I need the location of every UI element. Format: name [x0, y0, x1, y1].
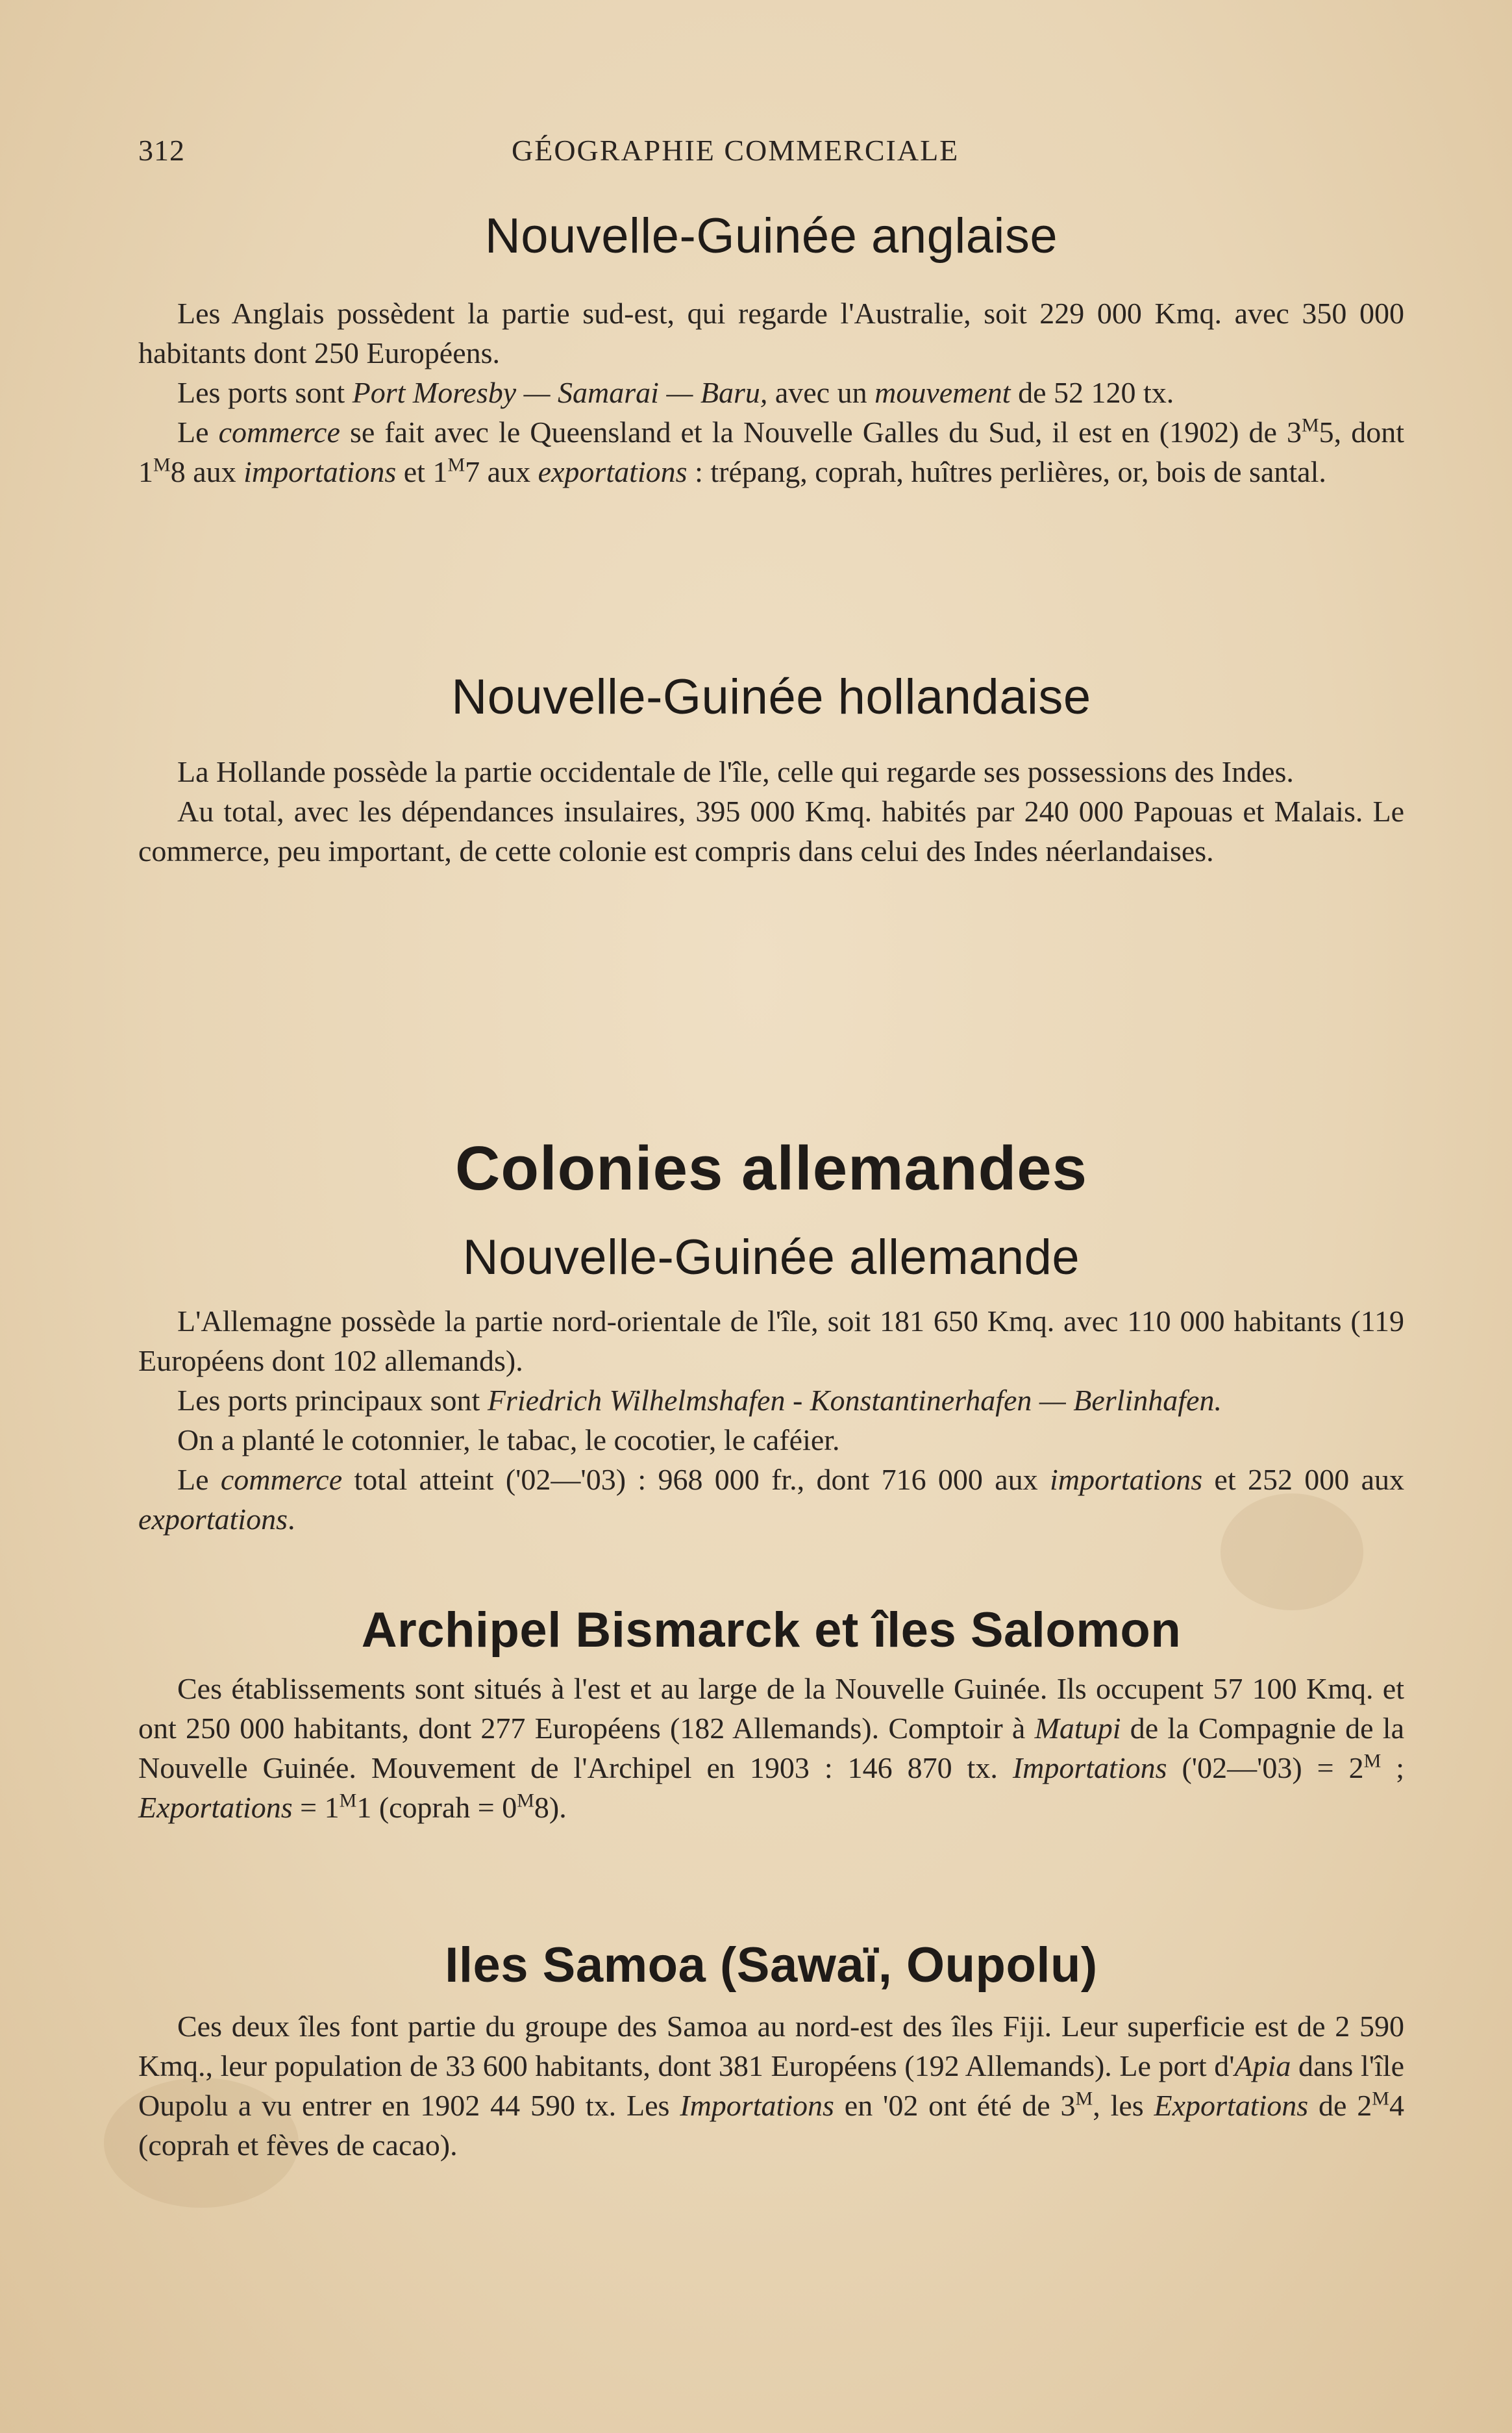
paragraph: L'Allemagne possède la partie nord-orientale de l'île, soit 181 650 Kmq. avec 110 000 habitants (119 Européens dont 102 allemands). [138, 1304, 1404, 1377]
section-allemande-body [138, 1301, 1404, 1539]
section-bismarck [138, 1602, 1404, 1658]
section-hollandaise [138, 669, 1404, 725]
paragraph: Au total, avec les dépendances insulaires, 395 000 Kmq. habités par 240 000 Papouas et Malais. Le commerce, peu important, de cette colonie est compris dans celui des Indes néerlandaises. [138, 795, 1404, 867]
paragraph: Les Anglais possèdent la partie sud-est, qui regarde l'Australie, soit 229 000 Kmq. avec 350 000 habitants dont 250 Européens. [138, 297, 1404, 369]
paragraph: Les ports principaux sont Friedrich Wilhelmshafen - Konstantinerhafen — Berlinhafen. [177, 1384, 1222, 1417]
running-title: GÉOGRAPHIE COMMERCIALE [512, 134, 960, 167]
paragraph: Les ports sont Port Moresby — Samarai — Baru, avec un mouvement de 52 120 tx. [177, 376, 1174, 409]
section-samoa [138, 1937, 1404, 1993]
section-title-allemande: Nouvelle-Guinée allemande [462, 1230, 1080, 1285]
running-header [138, 133, 1411, 172]
section-title-hollandaise: Nouvelle-Guinée hollandaise [451, 669, 1091, 725]
section-title-bismarck: Archipel Bismarck et îles Salomon [361, 1603, 1182, 1658]
paragraph: Le commerce total atteint ('02—'03) : 968 000 fr., dont 716 000 aux importations et 252 000 aux exportations. [138, 1463, 1404, 1536]
paragraph: Le commerce se fait avec le Queensland et la Nouvelle Galles du Sud, il est en (1902) de $3^M5$, dont $1^M8$ aux importations et $1^M7$ aux exportations : trépang, coprah, huîtres perlières, or, bois de santal. [138, 414, 1405, 488]
paragraph: Ces deux îles font partie du groupe des Samoa au nord-est des îles Fiji. Leur superficie est de 2 590 Kmq., leur population de 33 600 habitants, dont 381 Européens (192 Allemands). Le port d'Apia dans l'île Oupolu a vu entrer en 1902 44 590 tx. Les Importations en '02 ont été de $3^M$, les Exportations de $2^M4$ (coprah et fèves de cacao). [138, 2010, 1404, 2162]
section-samoa-body [138, 2006, 1404, 2165]
section-title-samoa: Iles Samoa (Sawaï, Oupolu) [445, 1938, 1098, 1993]
section-bismarck-body [138, 1669, 1404, 1827]
paragraph: Ces établissements sont situés à l'est et au large de la Nouvelle Guinée. Ils occupent 57 100 Kmq. et ont 250 000 habitants, dont 277 Européens (182 Allemands). Comptoir à Matupi de la Compagnie de la Nouvelle Guinée. Mouvement de l'Archipel en 1903 : 146 870 tx. Importations ('02—'03) = $2^M$ ; Exportations = $1^M1$ (coprah = $0^M8$). [138, 1672, 1405, 1824]
paragraph: La Hollande possède la partie occidentale de l'île, celle qui regarde ses possessions des Indes. [177, 755, 1294, 788]
section-anglaise-body [138, 293, 1404, 492]
section-title-anglaise: Nouvelle-Guinée anglaise [484, 208, 1058, 264]
section-allemande [138, 1229, 1404, 1286]
page-number: 312 [138, 134, 185, 167]
section-anglaise [138, 208, 1404, 264]
part-heading [138, 1133, 1404, 1204]
part-title: Colonies allemandes [455, 1134, 1087, 1203]
section-hollandaise-body [138, 752, 1404, 871]
paragraph: On a planté le cotonnier, le tabac, le cocotier, le caféier. [177, 1423, 840, 1456]
